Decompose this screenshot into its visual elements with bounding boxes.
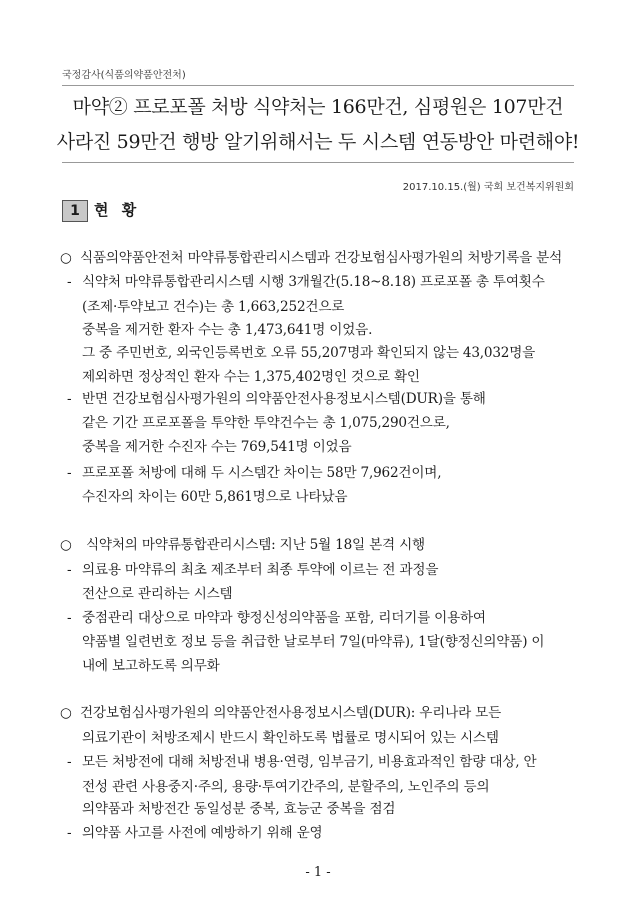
list-item: 의약품 사고를 사전에 예방하기 위해 운영	[82, 825, 323, 841]
section-title: 현 황	[94, 201, 141, 219]
list-item: 반면 건강보험심사평가원의 의약품안전사용정보시스템(DUR)을 통해	[82, 391, 486, 407]
page-number: - 1 -	[305, 865, 331, 880]
list-item: 중점관리 대상으로 마약과 향정신성의약품을 포함, 리더기를 이용하여	[82, 610, 486, 626]
list-item: 의료기관이 처방조제시 반드시 확인하도록 법률로 명시되어 있는 시스템	[82, 730, 499, 746]
section-number: 1	[62, 200, 88, 222]
list-item: 같은 기간 프로포폴을 투약한 투약건수는 총 1,075,290건으로,	[82, 415, 450, 431]
list-item: 프로포폴 처방에 대해 두 시스템간 차이는 58만 7,962건이며,	[82, 465, 442, 481]
list-item: 그 중 주민번호, 외국인등록번호 오류 55,207명과 확인되지 않는 43,032명을	[82, 345, 536, 361]
list-item: 중복을 제거한 환자 수는 총 1,473,641명 이었음.	[82, 322, 373, 338]
list-item: 전산으로 관리하는 시스템	[82, 586, 233, 602]
list-item: 내에 보고하도록 의무화	[82, 658, 220, 674]
list-item: 약품별 일련번호 정보 등을 취급한 날로부터 7일(마약류), 1달(향정신의약품) 이	[82, 634, 545, 650]
list-item: 식약처의 마약류통합관리시스템: 지난 5월 18일 본격 시행	[86, 537, 425, 553]
list-item: (조제·투약보고 건수)는 총 1,663,252건으로	[82, 299, 345, 315]
list-item: 수진자의 차이는 60만 5,861명으로 나타났음	[82, 489, 348, 505]
circle-bullet: ○	[60, 705, 72, 721]
title-line-1: 마약② 프로포폴 처방 식약처는 166만건, 심평원은 107만건	[72, 96, 564, 118]
list-item: 의료용 마약류의 최초 제조부터 최종 투약에 이르는 전 과정을	[82, 562, 439, 578]
document-header-label: 국정감사(식품의약품안전처)	[62, 70, 186, 81]
list-item: 식품의약품안전처 마약류통합관리시스템과 건강보험심사평가원의 처방기록을 분석	[80, 250, 563, 266]
list-item: 모든 처방전에 대해 처방전내 병용·연령, 임부금기, 비용효과적인 함량 대상, 안	[82, 754, 537, 770]
circle-bullet: ○	[60, 250, 72, 266]
list-item: 전성 관련 사용중지·주의, 용량·투여기간주의, 분할주의, 노인주의 등의	[82, 779, 490, 795]
dash-bullet: -	[67, 465, 72, 481]
header-divider	[62, 85, 574, 86]
dash-bullet: -	[67, 274, 72, 290]
list-item: 중복을 제거한 수진자 수는 769,541명 이었음	[82, 439, 352, 455]
circle-bullet: ○	[60, 537, 72, 553]
title-line-2: 사라진 59만건 행방 알기위해서는 두 시스템 연동방안 마련해야!	[56, 131, 580, 153]
dash-bullet: -	[67, 754, 72, 770]
list-item: 건강보험심사평가원의 의약품안전사용정보시스템(DUR): 우리나라 모든	[80, 705, 502, 721]
title-divider	[62, 162, 574, 163]
dash-bullet: -	[67, 610, 72, 626]
list-item: 제외하면 정상적인 환자 수는 1,375,402명인 것으로 확인	[82, 369, 420, 385]
date-committee: 2017.10.15.(월) 국회 보건복지위원회	[402, 182, 574, 193]
dash-bullet: -	[67, 825, 72, 841]
dash-bullet: -	[67, 562, 72, 578]
list-item: 의약품과 처방전간 동일성분 중복, 효능군 중복을 점검	[82, 801, 396, 817]
dash-bullet: -	[67, 391, 72, 407]
list-item: 식약처 마약류통합관리시스템 시행 3개월간(5.18~8.18) 프로포폴 총 투여횟수	[82, 274, 545, 290]
